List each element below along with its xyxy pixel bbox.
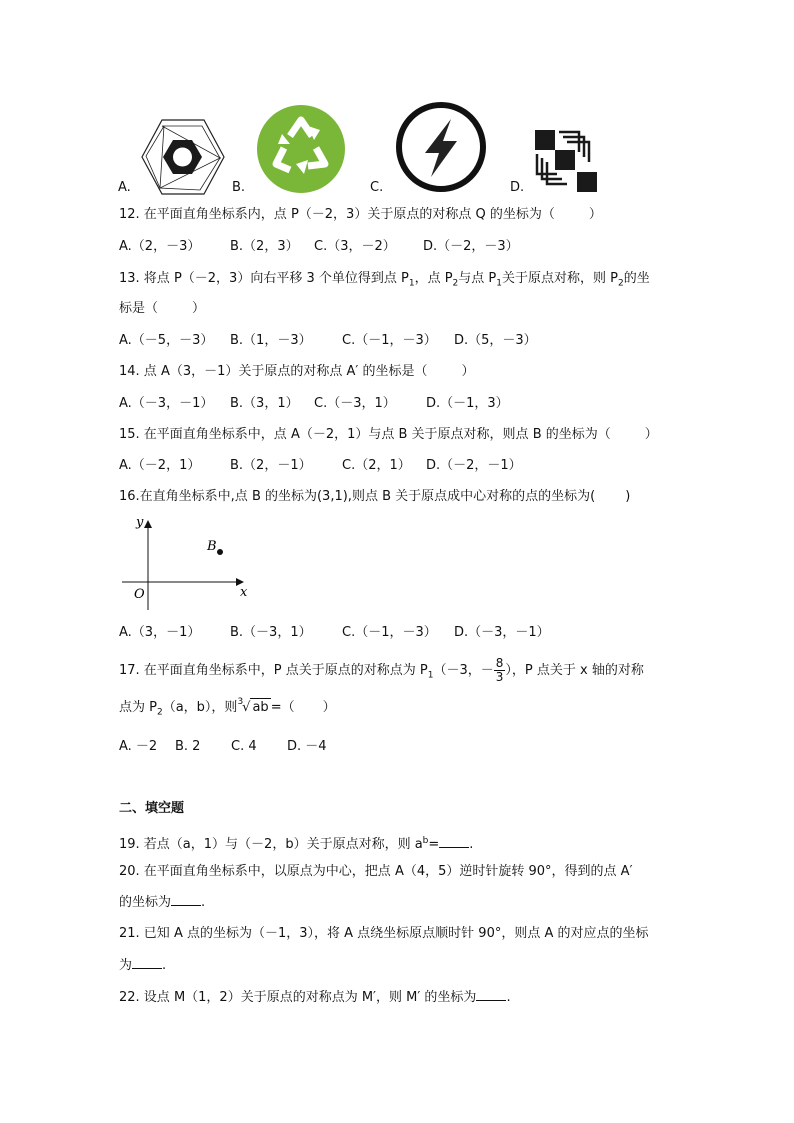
q19-exponent: b — [422, 836, 429, 846]
q13-option-b: B.（1，－3） — [230, 333, 312, 348]
question-12 — [119, 206, 602, 224]
q21-line-2: 为 — [119, 958, 133, 973]
option-c-label: C. — [370, 180, 384, 195]
q16-coordinate-diagram — [118, 512, 258, 612]
point-b-label: B — [207, 539, 217, 554]
q20-end: . — [201, 895, 206, 910]
q17-stem-3: ），P 点关于 x 轴的对称 — [505, 663, 644, 678]
q17-line-2b: （a，b），则 — [162, 700, 238, 715]
q17-option-d: D. －4 — [287, 739, 327, 754]
section-2-title: 二、填空题 — [119, 801, 185, 816]
q13-stem-5: 的坐 — [623, 271, 650, 286]
y-axis-label: y — [136, 515, 144, 530]
origin-label: O — [134, 587, 145, 602]
q12-close: ） — [588, 207, 602, 222]
question-21-line-2 — [119, 956, 166, 975]
q13-line-2: 标是（ — [119, 301, 159, 316]
q17-option-b: B. 2 — [175, 739, 201, 754]
q19-stem-2: = — [428, 837, 440, 853]
question-17-line-2 — [119, 698, 336, 722]
q17-stem-1: 17. 在平面直角坐标系中，P 点关于原点的对称点为 P — [119, 663, 428, 678]
q12-option-b: B.（2，3） — [230, 239, 299, 254]
q14-option-d: D.（－1，3） — [426, 396, 509, 411]
hexagon-aperture-icon — [140, 118, 225, 196]
question-21-line-1: 21. 已知 A 点的坐标为（－1，3），将 A 点绕坐标原点顺时针 90°，则点 A 的对应点的坐标 — [119, 926, 649, 941]
q16-option-c: C.（－1，－3） — [342, 625, 437, 640]
q14-option-b: B.（3，1） — [230, 396, 299, 411]
q19-end: . — [469, 837, 474, 853]
q17-sub-1: 1 — [427, 670, 434, 681]
question-22 — [119, 988, 511, 1007]
option-b-label: B. — [232, 180, 246, 195]
q15-option-c: C.（2，1） — [342, 458, 411, 473]
q22-answer-blank[interactable] — [476, 988, 506, 1001]
cube-root: 3√ ab — [237, 698, 270, 718]
q19-answer-blank[interactable] — [439, 835, 469, 848]
question-13-line-2 — [119, 300, 205, 318]
q21-answer-blank[interactable] — [132, 956, 162, 969]
q16-option-a: A.（3，－1） — [119, 625, 201, 640]
q17-stem-2: （－3，－ — [433, 663, 494, 678]
q20-answer-blank[interactable] — [171, 893, 201, 906]
q15-option-b: B.（2，－1） — [230, 458, 312, 473]
point-b-dot — [217, 549, 223, 555]
q13-option-a: A.（－5，－3） — [119, 333, 214, 348]
q16-option-d: D.（－3，－1） — [454, 625, 550, 640]
fraction-eight-thirds — [494, 657, 506, 684]
q13-stem-4: 关于原点对称，则 P — [502, 271, 618, 286]
option-d-label: D. — [510, 180, 525, 195]
q17-option-c: C. 4 — [231, 739, 257, 754]
q12-option-d: D.（－2，－3） — [423, 239, 519, 254]
q15-stem: 15. 在平面直角坐标系中，点 A（－2，1）与点 B 关于原点对称，则点 B 的坐标为（ — [119, 427, 611, 442]
question-16 — [119, 488, 630, 506]
q17-line-2c: =（ — [270, 700, 295, 715]
q22-end: . — [506, 990, 511, 1005]
q14-stem: 14. 点 A（3，－1）关于原点的对称点 A′ 的坐标是（ — [119, 364, 428, 379]
q13-sub-3: 1 — [496, 278, 502, 289]
question-20-line-2 — [119, 893, 205, 912]
q16-close: ) — [625, 489, 631, 504]
root-index: 3 — [237, 697, 244, 707]
q13-stem-3: 与点 P — [458, 271, 497, 286]
x-axis-label: x — [240, 585, 248, 600]
fraction-numerator: 8 — [495, 656, 504, 670]
q22-stem: 22. 设点 M（1，2）关于原点的对称点为 M′，则 M′ 的坐标为 — [119, 990, 477, 1005]
lightning-bolt-icon — [395, 101, 487, 193]
recycle-icon — [256, 104, 346, 194]
q13-stem-1: 13. 将点 P（－2，3）向右平移 3 个单位得到点 P — [119, 271, 409, 286]
q13-option-c: C.（－1，－3） — [342, 333, 437, 348]
q17-sub-2: 2 — [156, 707, 163, 718]
question-14 — [119, 363, 475, 381]
q16-option-b: B.（－3，1） — [230, 625, 312, 640]
question-15 — [119, 426, 658, 444]
q13-sub-1: 1 — [408, 278, 415, 289]
q14-close: ） — [461, 364, 475, 379]
q14-option-a: A.（－3，－1） — [119, 396, 214, 411]
q19-stem-1: 19. 若点（a，1）与（－2，b）关于原点对称，则 a — [119, 837, 423, 853]
q15-close: ） — [644, 427, 658, 442]
q15-option-a: A.（－2，1） — [119, 458, 201, 473]
q13-option-d: D.（5，－3） — [454, 333, 537, 348]
q16-stem: 16.在直角坐标系中,点 B 的坐标为(3,1),则点 B 关于原点成中心对称的点的坐标为( — [119, 489, 596, 504]
q12-option-a: A.（2，－3） — [119, 239, 201, 254]
root-radicand: ab — [252, 700, 269, 715]
q21-end: . — [162, 958, 167, 973]
q13-stem-2: ，点 P — [414, 271, 453, 286]
q12-option-c: C.（3，－2） — [314, 239, 396, 254]
q17-option-a: A. －2 — [119, 739, 158, 754]
question-19 — [119, 832, 473, 854]
option-a-label: A. — [118, 180, 131, 195]
question-20-line-1: 20. 在平面直角坐标系中，以原点为中心，把点 A（4，5）逆时针旋转 90°，得到的点 A′ — [119, 864, 633, 879]
q17-close: ） — [322, 700, 336, 715]
question-13-line-1 — [119, 270, 650, 293]
q15-option-d: D.（－2，－1） — [426, 458, 522, 473]
q13-close: ） — [192, 301, 206, 316]
question-17-line-1 — [119, 657, 644, 689]
q13-sub-2: 2 — [452, 278, 459, 289]
q17-line-2a: 点为 P — [119, 700, 157, 715]
fraction-denominator: 3 — [495, 670, 504, 684]
q14-option-c: C.（－3，1） — [314, 396, 396, 411]
y-axis-arrow — [144, 520, 152, 528]
q20-line-2: 的坐标为 — [119, 895, 172, 910]
layered-squares-icon — [533, 128, 599, 194]
q12-stem: 12. 在平面直角坐标系内，点 P（－2，3）关于原点的对称点 Q 的坐标为（ — [119, 207, 555, 222]
q13-sub-4: 2 — [617, 278, 624, 289]
